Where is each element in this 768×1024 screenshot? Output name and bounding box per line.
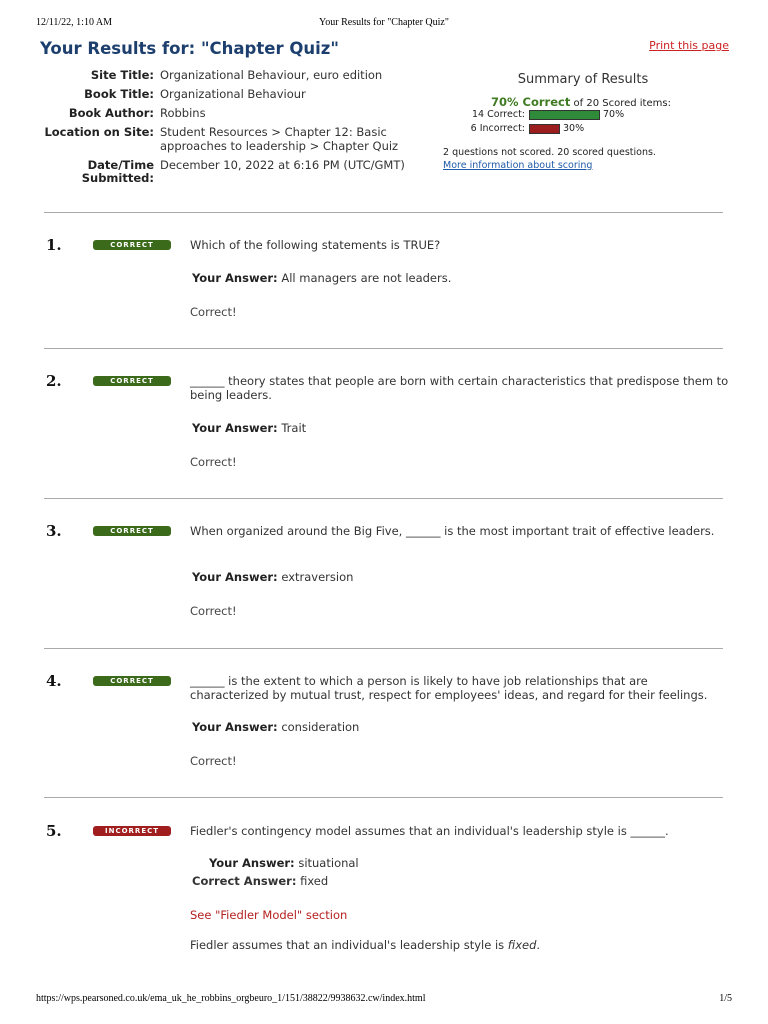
correct-badge: CORRECT: [93, 240, 171, 250]
correct-percent: 70%: [603, 109, 625, 120]
summary-score-line: [491, 95, 683, 109]
your-answer-value: consideration: [281, 720, 360, 734]
divider: [44, 498, 723, 499]
feedback-text: Correct!: [190, 754, 237, 768]
your-answer: [192, 570, 353, 584]
incorrect-count-label: 6 Incorrect:: [470, 122, 525, 134]
feedback-text: Correct!: [190, 604, 237, 618]
scoring-info-link[interactable]: More information about scoring: [443, 160, 593, 171]
question-text: When organized around the Big Five, ______ is the most important trait of effective leaders.: [190, 524, 715, 538]
your-answer: [192, 720, 359, 734]
feedback-text: Correct!: [190, 305, 237, 319]
your-answer-value: extraversion: [281, 570, 354, 584]
page-title: Your Results for: "Chapter Quiz": [40, 39, 339, 58]
divider: [44, 797, 723, 798]
explanation-text: [190, 938, 540, 952]
question-number: 3.: [46, 522, 62, 540]
correct-bar-row: [443, 109, 683, 123]
print-page-link[interactable]: Print this page: [649, 39, 729, 52]
score-percent: 70% Correct: [491, 95, 571, 109]
meta-label: Location on Site:: [44, 125, 154, 139]
question-text: Which of the following statements is TRUE?: [190, 238, 441, 252]
your-answer: [209, 856, 359, 870]
meta-value: Robbins: [160, 106, 206, 120]
meta-location: [40, 126, 422, 153]
your-answer: [192, 271, 451, 285]
scored-items-text: of 20 Scored items:: [573, 98, 671, 109]
correct-count-label: 14 Correct:: [472, 109, 525, 120]
your-answer-label: Your Answer:: [192, 570, 278, 584]
divider: [44, 348, 723, 349]
correct-badge: CORRECT: [93, 376, 171, 386]
print-page-number: 1/5: [719, 993, 732, 1004]
your-answer-label: Your Answer:: [192, 271, 278, 285]
correct-answer-value: fixed: [300, 874, 329, 888]
meta-label: Book Title:: [84, 87, 154, 101]
scoring-note: 2 questions not scored. 20 scored questions.: [443, 147, 656, 158]
summary-of-results: [443, 72, 683, 171]
feedback-text: Correct!: [190, 455, 237, 469]
meta-value: Student Resources > Chapter 12: Basic approaches to leadership > Chapter Quiz: [160, 125, 399, 153]
your-answer-value: All managers are not leaders.: [281, 271, 452, 285]
divider: [44, 212, 723, 213]
your-answer: [192, 421, 306, 435]
question-number: 1.: [46, 236, 62, 254]
print-url: https://wps.pearsoned.co.uk/ema_uk_he_robbins_orgbeuro_1/151/38822/9938632.cw/index.html: [36, 993, 426, 1004]
explanation-suffix: .: [536, 938, 541, 952]
meta-value: December 10, 2022 at 6:16 PM (UTC/GMT): [160, 157, 405, 172]
summary-title: Summary of Results: [517, 72, 649, 87]
question-number: 2.: [46, 372, 62, 390]
question-text: Fiedler's contingency model assumes that an individual's leadership style is ______.: [190, 824, 669, 838]
correct-answer: [192, 874, 328, 888]
your-answer-value: situational: [298, 856, 359, 870]
incorrect-bar: [529, 124, 560, 134]
meta-value: Organizational Behaviour, euro edition: [160, 68, 383, 82]
explanation-emphasis: fixed: [507, 938, 537, 952]
your-answer-label: Your Answer:: [192, 421, 278, 435]
incorrect-bar-row: [443, 123, 683, 137]
meta-label: Book Author:: [68, 106, 154, 120]
see-section-link[interactable]: See "Fiedler Model" section: [190, 908, 348, 922]
quiz-metadata: [40, 68, 422, 185]
question-number: 4.: [46, 672, 62, 690]
print-page-title: Your Results for "Chapter Quiz": [319, 17, 449, 28]
correct-badge: CORRECT: [93, 676, 171, 686]
meta-book-title: [40, 88, 422, 102]
divider: [44, 648, 723, 649]
meta-label: Site Title:: [90, 68, 154, 82]
question-number: 5.: [46, 822, 62, 840]
meta-label: Date/Time Submitted:: [81, 157, 154, 185]
your-answer-label: Your Answer:: [209, 856, 295, 870]
correct-answer-label: Correct Answer:: [192, 874, 297, 888]
print-datetime: 12/11/22, 1:10 AM: [36, 17, 113, 28]
meta-book-author: [40, 107, 422, 121]
meta-site-title: [40, 69, 422, 83]
meta-value: Organizational Behaviour: [160, 87, 306, 101]
your-answer-label: Your Answer:: [192, 720, 278, 734]
your-answer-value: Trait: [281, 421, 307, 435]
question-text: ______ is the extent to which a person is likely to have job relationships that are characterized by mutual trust, respect for employees' ideas, and regard for their feelings.: [190, 674, 708, 702]
explanation-prefix: Fiedler assumes that an individual's leadership style is: [190, 938, 508, 952]
question-text: ______ theory states that people are born with certain characteristics that predispose them to being leaders.: [190, 374, 729, 402]
incorrect-badge: INCORRECT: [93, 826, 171, 836]
correct-badge: CORRECT: [93, 526, 171, 536]
correct-bar: [529, 110, 600, 120]
incorrect-percent: 30%: [563, 122, 585, 134]
meta-datetime: [40, 157, 422, 185]
